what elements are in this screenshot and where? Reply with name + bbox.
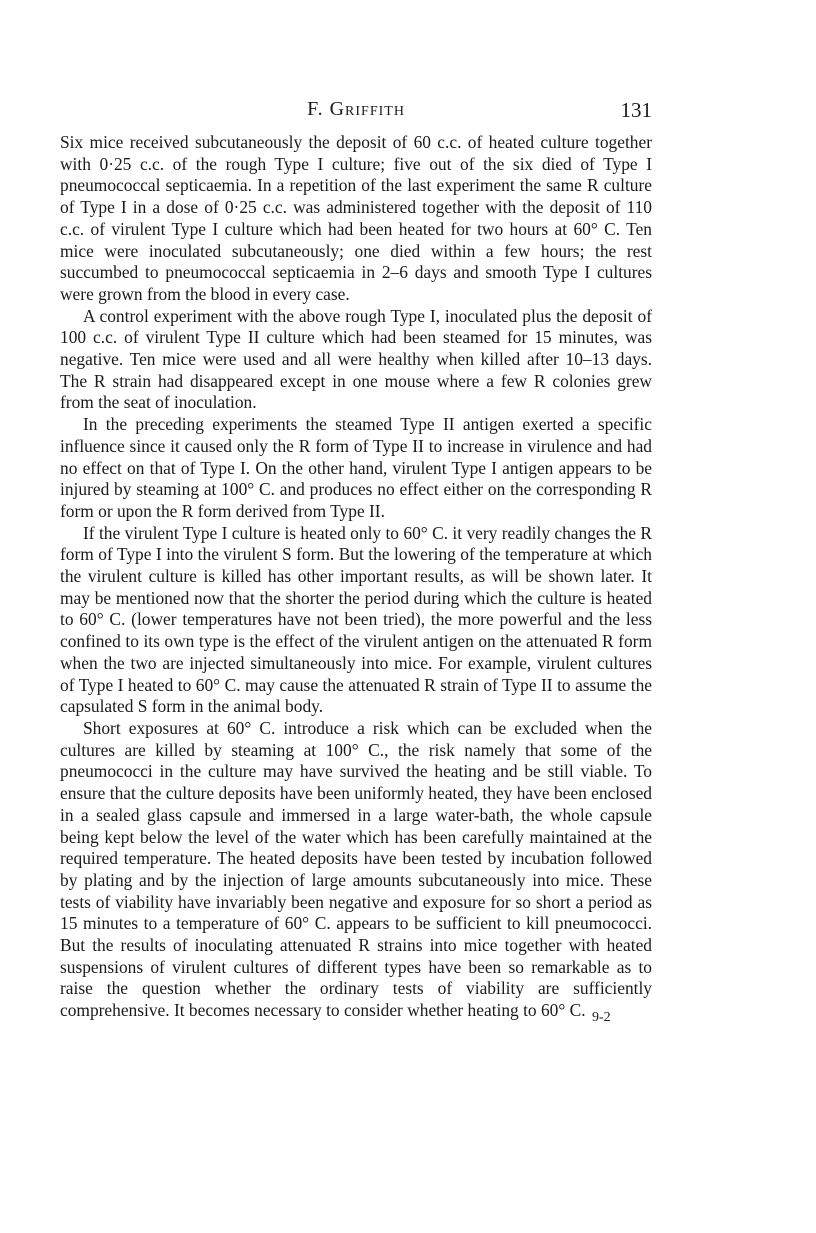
signature-mark: 9-2 xyxy=(592,1010,611,1025)
author-name: F. Griffith xyxy=(307,98,405,120)
paragraph: Short exposures at 60° C. introduce a risk which can be excluded when the cultures are killed by steaming at 100° C., the risk namely that some of the pneumococci in the culture may have survived the heating and be still viable. To ensure that the culture deposits have been uniformly heated, they have been enclosed in a sealed glass capsule and immersed in a large water-bath, the whole capsule being kept below the level of the water which has been carefully maintained at the required temperature. The heated deposits have been tested by incubation followed by plating and by the injection of large amounts subcutaneously into mice. These tests of viability have invariably been negative and exposure for so short a period as 15 minutes to a temperature of 60° C. appears to be sufficient to kill pneumococci. But the results of inoculating attenuated R strains into mice together with heated suspensions of virulent cultures of different types have been so remarkable as to raise the question whether the ordinary tests of viability are sufficiently comprehensive. It becomes necessary to consider whether heating to 60° C. xyxy=(60,717,652,1021)
paragraph: Six mice received subcutaneously the deposit of 60 c.c. of heated culture together with 0·25 c.c. of the rough Type I culture; five out of the six died of Type I pneumococcal septicaemia. In a repetition of the last experiment the same R culture of Type I in a dose of 0·25 c.c. was administered together with the deposit of 110 c.c. of virulent Type I culture which had been heated for two hours at 60° C. Ten mice were inoculated subcutaneously; one died within a few hours; the rest succumbed to pneumococcal septicaemia in 2–6 days and smooth Type I cultures were grown from the blood in every case. xyxy=(60,132,652,304)
paragraph: In the preceding experiments the steamed Type II antigen exerted a specific influence since it caused only the R form of Type II to increase in virulence and had no effect on that of Type I. On the other hand, virulent Type I antigen appears to be injured by steaming at 100° C. and produces no effect either on the corresponding R form or upon the R form derived from Type II. xyxy=(60,414,652,521)
running-head xyxy=(60,98,652,126)
page-number: 131 xyxy=(620,98,652,122)
article-body xyxy=(60,132,652,1022)
paragraph: A control experiment with the above rough Type I, inoculated plus the deposit of 100 c.c. of virulent Type II culture which had been steamed for 15 minutes, was negative. Ten mice were used and all were healthy when killed after 10–13 days. The R strain had disappeared except in one mouse where a few R colonies grew from the seat of inoculation. xyxy=(60,305,652,413)
running-head-author xyxy=(60,98,652,121)
paragraph: If the virulent Type I culture is heated only to 60° C. it very readily changes the R form of Type I into the virulent S form. But the lowering of the temperature at which the virulent culture is killed has other important results, as will be shown later. It may be mentioned now that the shorter the period during which the culture is heated to 60° C. (lower temperatures have not been tried), the more powerful and the less confined to its own type is the effect of the virulent antigen on the attenuated R form when the two are injected simultaneously into mice. For example, virulent cultures of Type I heated to 60° C. may cause the attenuated R strain of Type II to assume the capsulated S form in the animal body. xyxy=(60,522,652,717)
